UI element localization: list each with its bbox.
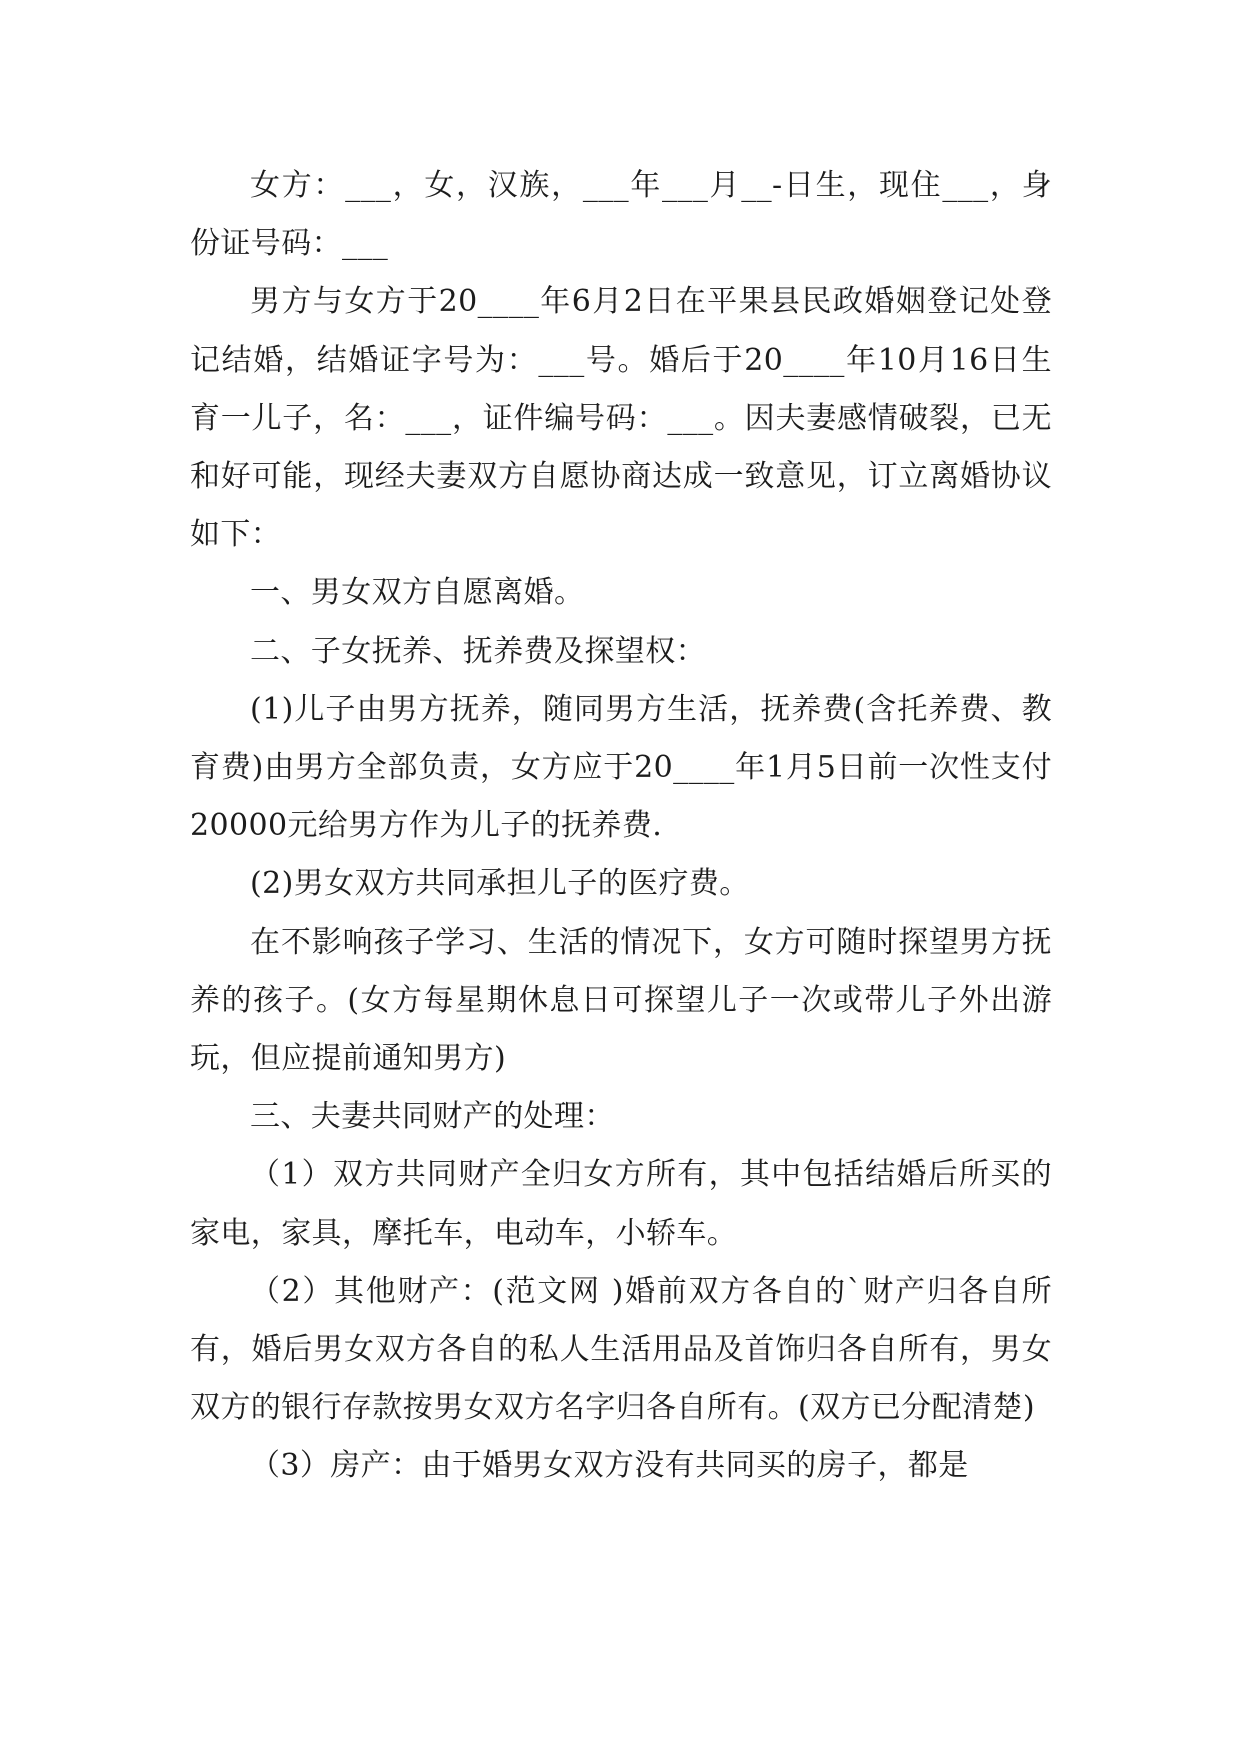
paragraph-clause-1: 一、男女双方自愿离婚。 — [250, 575, 585, 611]
paragraph-clause-2-heading: 二、子女抚养、抚养费及探望权： — [250, 633, 706, 669]
paragraph-clause-2-item-1: (1)儿子由男方抚养，随同男方生活，抚养费(含托养费、教育费)由男方全部负责，女方应于20____年1月5日前一次性支付20000元给男方作为儿子的抚养费. — [190, 691, 1052, 844]
paragraph-marriage-info: 男方与女方于20____年6月2日在平果县民政婚姻登记处登记结婚，结婚证字号为：___号。婚后于20____年10月16日生育一儿子，名：___，证件编号码：___。因夫妻感情破裂，已无和好可能，现经夫妻双方自愿协商达成一致意见，订立离婚协议如下： — [190, 284, 1052, 553]
document-body — [190, 157, 1052, 1496]
paragraph-clause-3-item-1: （1）双方共同财产全归女方所有，其中包括结婚后所买的家电，家具，摩托车，电动车，小轿车。 — [190, 1157, 1052, 1251]
paragraph-wife-info: 女方：___，女，汉族，___年___月__-日生，现住___，身份证号码：___ — [190, 168, 1052, 262]
paragraph-clause-3-heading: 三、夫妻共同财产的处理： — [250, 1099, 615, 1135]
paragraph-clause-3-item-3: （3）房产：由于婚男女双方没有共同买的房子，都是 — [250, 1448, 969, 1484]
paragraph-visitation: 在不影响孩子学习、生活的情况下，女方可随时探望男方抚养的孩子。(女方每星期休息日可探望儿子一次或带儿子外出游玩，但应提前通知男方) — [190, 924, 1052, 1077]
paragraph-clause-2-item-2: (2)男女双方共同承担儿子的医疗费。 — [250, 866, 750, 902]
paragraph-clause-3-item-2: （2）其他财产：(范文网 )婚前双方各自的`财产归各自所有，婚后男女双方各自的私人生活用品及首饰归各自所有，男女双方的银行存款按男女双方名字归各自所有。(双方已分配清楚) — [190, 1273, 1052, 1426]
